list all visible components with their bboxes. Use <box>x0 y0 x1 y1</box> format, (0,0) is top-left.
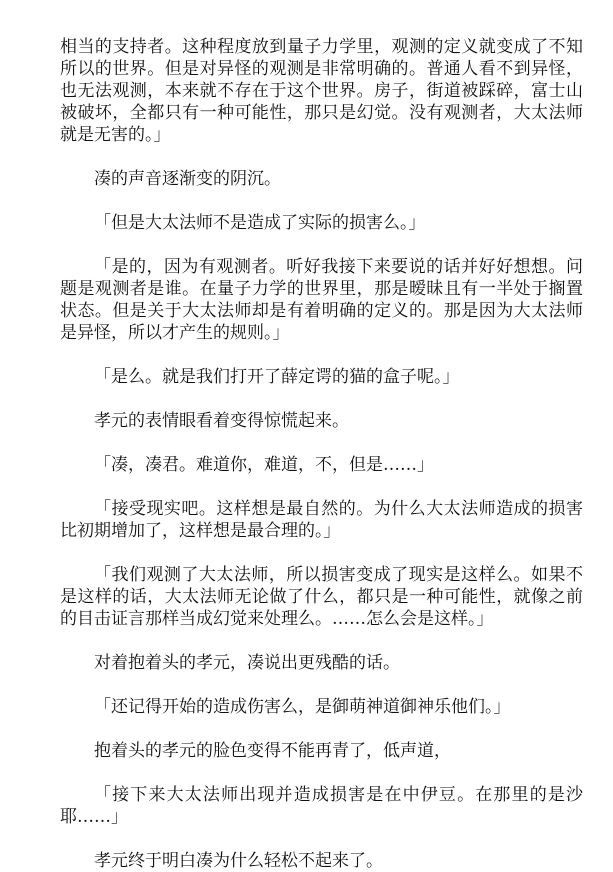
paragraph-9: 「我们观测了大太法师，所以损害变成了现实是这样么。如果不是这样的话，大太法师无论做了什么，都只是一种可能性，就像之前的目击证言那样当成幻觉来处理么。……怎么会是这样。」 <box>60 565 583 629</box>
paragraph-4: 「是的，因为有观测者。听好我接下来要说的话并好好想想。问题是观测者是谁。在量子力学的世界里，那是暧昧且有一半处于搁置状态。但是关于大太法师却是有着明确的定义的。那是因为大太法师是异怪，所以才产生的规则。」 <box>60 257 583 343</box>
paragraph-5: 「是么。就是我们打开了薛定谔的猫的盒子呢。」 <box>94 367 460 387</box>
paragraph-12: 抱着头的孝元的脸色变得不能再青了，低声道， <box>94 741 451 761</box>
paragraph-7: 「凑，凑君。难道你，难道，不，但是……」 <box>94 455 434 475</box>
paragraph-11: 「还记得开始的造成伤害么，是御萌神道御神乐他们。」 <box>94 697 511 717</box>
paragraph-13: 「接下来大太法师出现并造成损害是在中伊豆。在那里的是沙耶……」 <box>60 785 583 827</box>
paragraph-2: 凑的声音逐渐变的阴沉。 <box>94 169 281 189</box>
paragraph-3: 「但是大太法师不是造成了实际的损害么。」 <box>94 213 426 233</box>
paragraph-8: 「接受现实吧。这样想是最自然的。为什么大太法师造成的损害比初期增加了，这样想是最合理的。」 <box>60 499 583 541</box>
paragraph-1: 相当的支持者。这种程度放到量子力学里，观测的定义就变成了不知所以的世界。但是对异怪的观测是非常明确的。普通人看不到异怪，也无法观测，本来就不存在于这个世界。房子，街道被踩碎，富士山被破坏，全都只有一种可能性，那只是幻觉。没有观测者，大太法师就是无害的。」 <box>60 37 583 145</box>
paragraph-10: 对着抱着头的孝元，凑说出更残酷的话。 <box>94 653 400 673</box>
paragraph-6: 孝元的表情眼看着变得惊慌起来。 <box>94 411 349 431</box>
paragraph-14: 孝元终于明白凑为什么轻松不起来了。 <box>94 851 383 871</box>
